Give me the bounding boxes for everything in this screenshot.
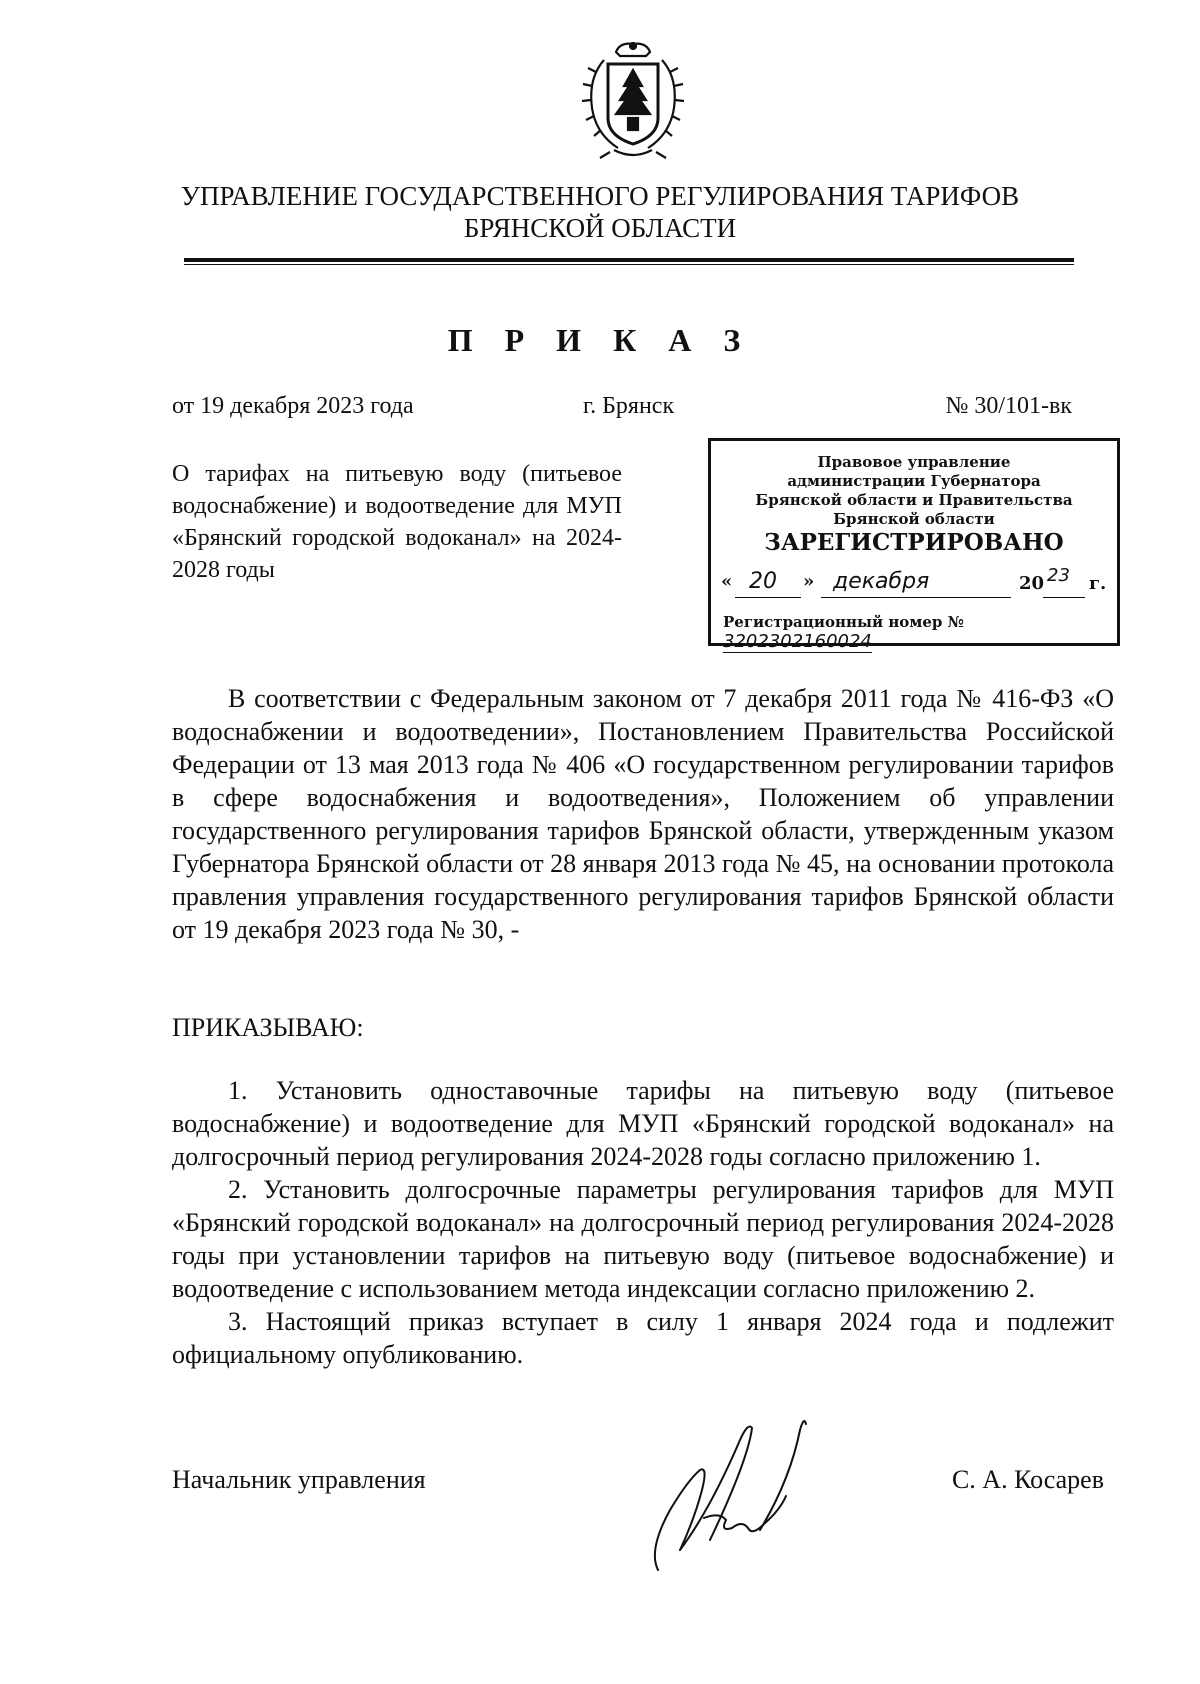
signatory-position: Начальник управления (172, 1465, 426, 1494)
organization-name-line2: БРЯНСКОЙ ОБЛАСТИ (463, 213, 737, 243)
preamble-text: В соответствии с Федеральным законом от 7 декабря 2011 года № 416-ФЗ «О водоснабжении и водоотведении», Постановлением Правительства Российской Федерации от 13 мая 2013 года № 406 «О государственном регулировании тарифов в сфере водоснабжения и водоотведения», Положением об управлении государственного регулирования тарифов Брянской области, утвержденным указом Губернатора Брянской области от 28 января 2013 года № 45, на основании протокола правления управления государственного регулирования тарифов Брянской области от 19 декабря 2023 года № 30, - (172, 684, 1114, 944)
document-title: П Р И К А З (447, 322, 753, 358)
order-item-1: 1. Установить одноставочные тарифы на питьевую воду (питьевое водоснабжение) и водоотведение для МУП «Брянский городской водоканал» на долгосрочный период регулирования 2024-2028 годы согласно приложению 1. (172, 1076, 1114, 1171)
preamble (172, 682, 1114, 946)
stamp-reg-number: 3202302160024 (723, 631, 872, 652)
header-divider-thin (184, 264, 1074, 265)
header-divider-thick (184, 258, 1074, 262)
stamp-year-suffix: 23 (1047, 565, 1070, 586)
order-subject-text: О тарифах на питьевую воду (питьевое водоснабжение) и водоотведение для МУП «Брянский городской водоканал» на 2024-2028 годы (172, 461, 622, 583)
stamp-line4: Брянской области (833, 510, 995, 528)
order-item-2: 2. Установить долгосрочные параметры регулирования тарифов для МУП «Брянский городской водоканал» на долгосрочный период регулирования 2024-2028 годы при установлении тарифов на питьевую воду (питьевое водоснабжение) и водоотведение с использованием метода индексации согласно приложению 2. (172, 1175, 1114, 1303)
organization-name-line1: УПРАВЛЕНИЕ ГОСУДАРСТВЕННОГО РЕГУЛИРОВАНИЯ ТАРИФОВ (180, 181, 1020, 211)
order-date: от 19 декабря 2023 года (172, 393, 414, 419)
stamp-line3: Брянской области и Правительства (755, 491, 1073, 509)
handwritten-signature-icon (640, 1400, 870, 1580)
order-number: № 30/101-вк (945, 393, 1072, 419)
stamp-reg-label: Регистрационный номер № (723, 613, 964, 631)
stamp-date-row: « 20 » декабря 20 23 г. (721, 571, 1109, 601)
stamp-line2: администрации Губернатора (787, 472, 1041, 490)
order-item-3: 3. Настоящий приказ вступает в силу 1 января 2024 года и подлежит официальному опубликованию. (172, 1307, 1114, 1369)
stamp-year-unit: г. (1089, 573, 1107, 594)
directive-heading: ПРИКАЗЫВАЮ: (172, 1013, 364, 1042)
registration-stamp (708, 438, 1120, 652)
order-city: г. Брянск (583, 393, 675, 419)
stamp-month: декабря (833, 569, 930, 594)
signatory-name: С. А. Косарев (951, 1465, 1104, 1494)
stamp-status: ЗАРЕГИСТРИРОВАНО (764, 529, 1064, 556)
order-subject (172, 458, 622, 586)
stamp-registration (723, 613, 1109, 652)
stamp-day: 20 (749, 569, 777, 594)
stamp-line1: Правовое управление (817, 453, 1011, 471)
stamp-year-prefix: 20 (1019, 573, 1045, 594)
order-items (172, 1074, 1114, 1371)
bryansk-coat-of-arms-icon (568, 38, 698, 163)
